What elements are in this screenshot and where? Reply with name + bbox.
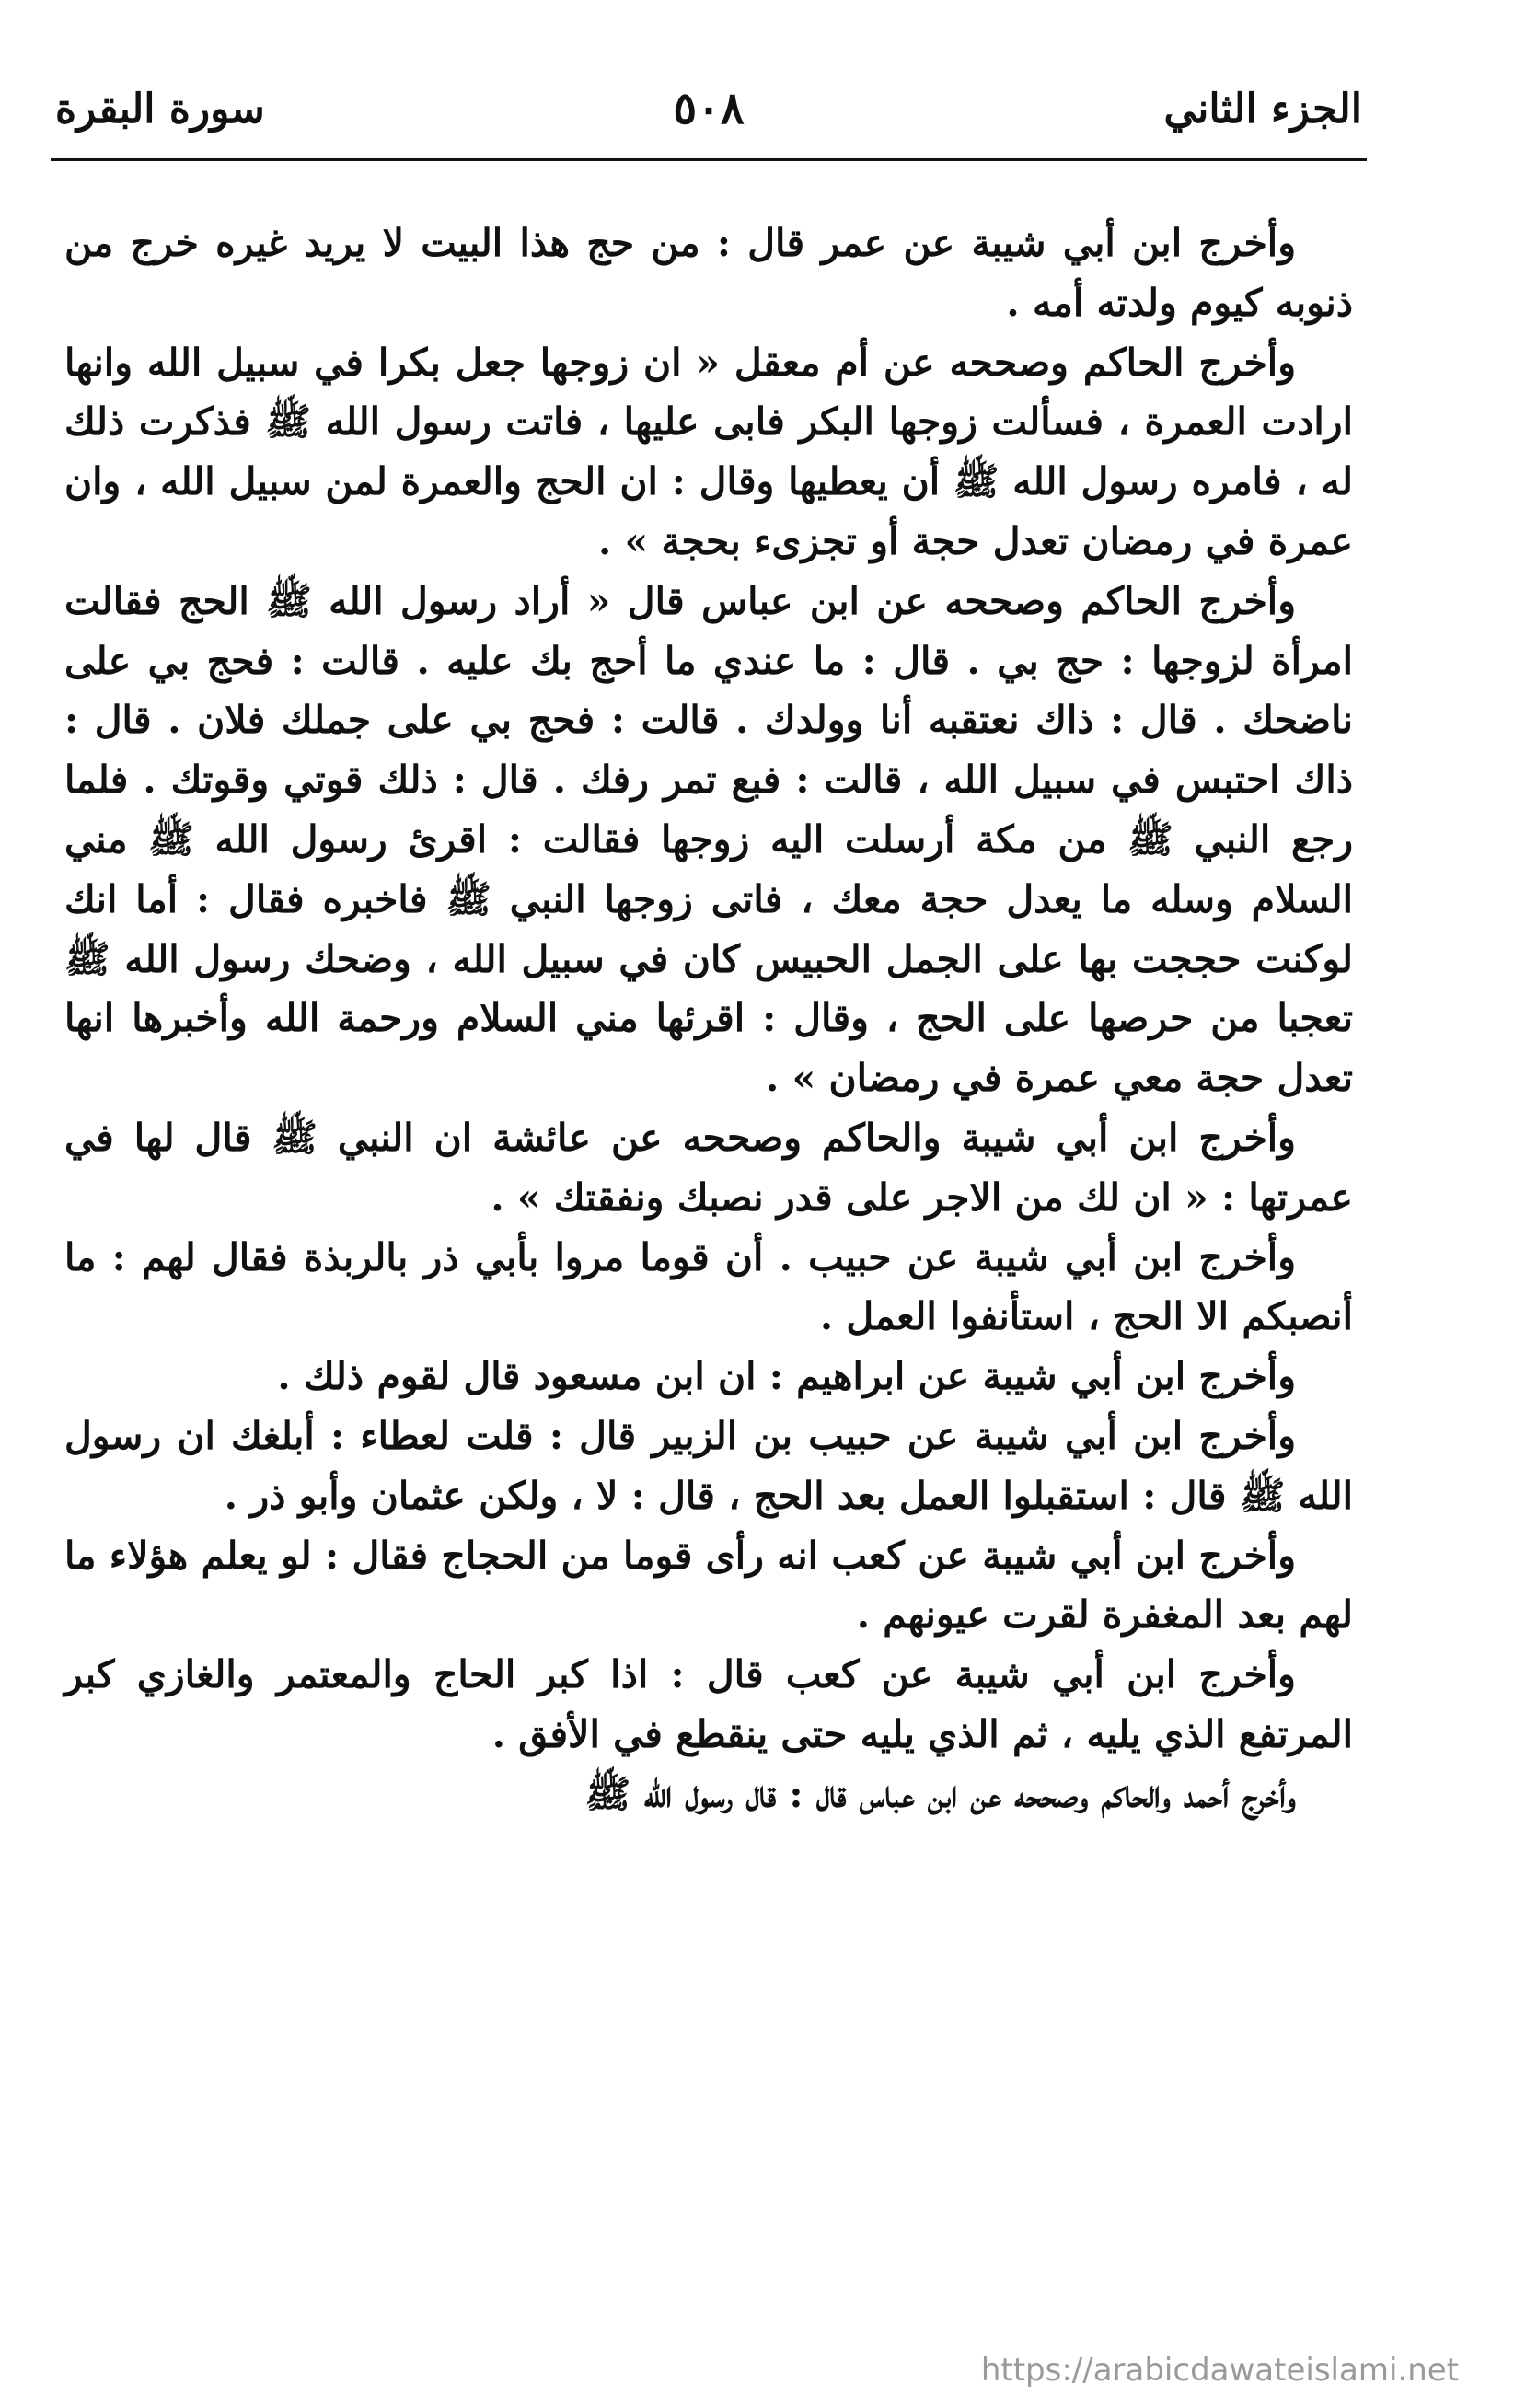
watermark-url: https://arabicdawateislami.net [980,2352,1459,2389]
paragraph: وأخرج ابن أبي شيبة عن حبيب . أن قوما مروا بأبي ذر بالربذة فقال لهم : ما أنصبكم الا الحج ، استأنفوا العمل . [64,1234,1353,1339]
header-surah-label: سورة البقرة [55,85,265,133]
paragraph: وأخرج ابن أبي شيبة عن ابراهيم : ان ابن مسعود قال لقوم ذلك . [277,1354,1296,1399]
paragraph: وأخرج الحاكم وصححه عن ابن عباس قال « أراد رسول الله ﷺ الحج فقالت امرأة لزوجها : حج بي . قال : ما عندي ما أحج بك عليه . قالت : فحج بي على ناضحك . قال : ذاك نعتقبه أنا وولدك . قالت : فحج بي على جملك فلان . قال : ذاك احتبس في سبيل الله ، قالت : فبع تمر رفك . قال : ذلك قوتي وقوتك . فلما رجع النبي ﷺ من مكة أرسلت اليه زوجها فقالت : اقرئ رسول الله ﷺ مني السلام وسله ما يعدل حجة معك ، فاتى زوجها النبي ﷺ فاخبره فقال : أما انك لوكنت حججت بها على الجمل الحبيس كان في سبيل الله ، وضحك رسول الله ﷺ تعجبا من حرصها على الحج ، وقال : اقرئها مني السلام ورحمة الله وأخبرها انها تعدل حجة معي عمرة في رمضان » . [64,578,1353,1101]
page-number: ٥٠٨ [673,83,745,134]
paragraph: وأخرج الحاكم وصححه عن أم معقل « ان زوجها جعل بكرا في سبيل الله وانها ارادت العمرة ، فسألت زوجها البكر فابى عليها ، فاتت رسول الله ﷺ فذكرت ذلك له ، فامره رسول الله ﷺ أن يعطيها وقال : ان الحج والعمرة لمن سبيل الله ، وان عمرة في رمضان تعدل حجة أو تجزىء بحجة » . [64,340,1353,563]
paragraph: وأخرج ابن أبي شيبة والحاكم وصححه عن عائشة ان النبي ﷺ قال لها في عمرتها : « ان لك من الاجر على قدر نصبك ونفقتك » . [64,1115,1353,1220]
paragraph: وأخرج أحمد والحاكم وصححه عن ابن عباس قال : قال رسول الله ﷺ [584,1771,1296,1816]
paragraph: وأخرج ابن أبي شيبة عن كعب انه رأى قوما من الحجاج فقال : لو يعلم هؤلاء ما لهم بعد المغفرة لقرت عيونهم . [64,1533,1353,1638]
page-header [55,72,1362,145]
header-rule [51,158,1367,161]
paragraph: وأخرج ابن أبي شيبة عن كعب قال : اذا كبر الحاج والمعتمر والغازي كبر المرتفع الذي يليه ، ثم الذي يليه حتى ينقطع في الأفق . [64,1652,1353,1756]
header-part-label: الجزء الثاني [1163,85,1362,133]
paragraph: وأخرج ابن أبي شيبة عن عمر قال : من حج هذا البيت لا يريد غيره خرج من ذنوبه كيوم ولدته أمه . [64,221,1353,325]
paragraph: وأخرج ابن أبي شيبة عن حبيب بن الزبير قال : قلت لعطاء : أبلغك ان رسول الله ﷺ قال : استقبلوا العمل بعد الحج ، قال : لا ، ولكن عثمان وأبو ذر . [64,1413,1353,1518]
body-text [64,214,1353,1824]
